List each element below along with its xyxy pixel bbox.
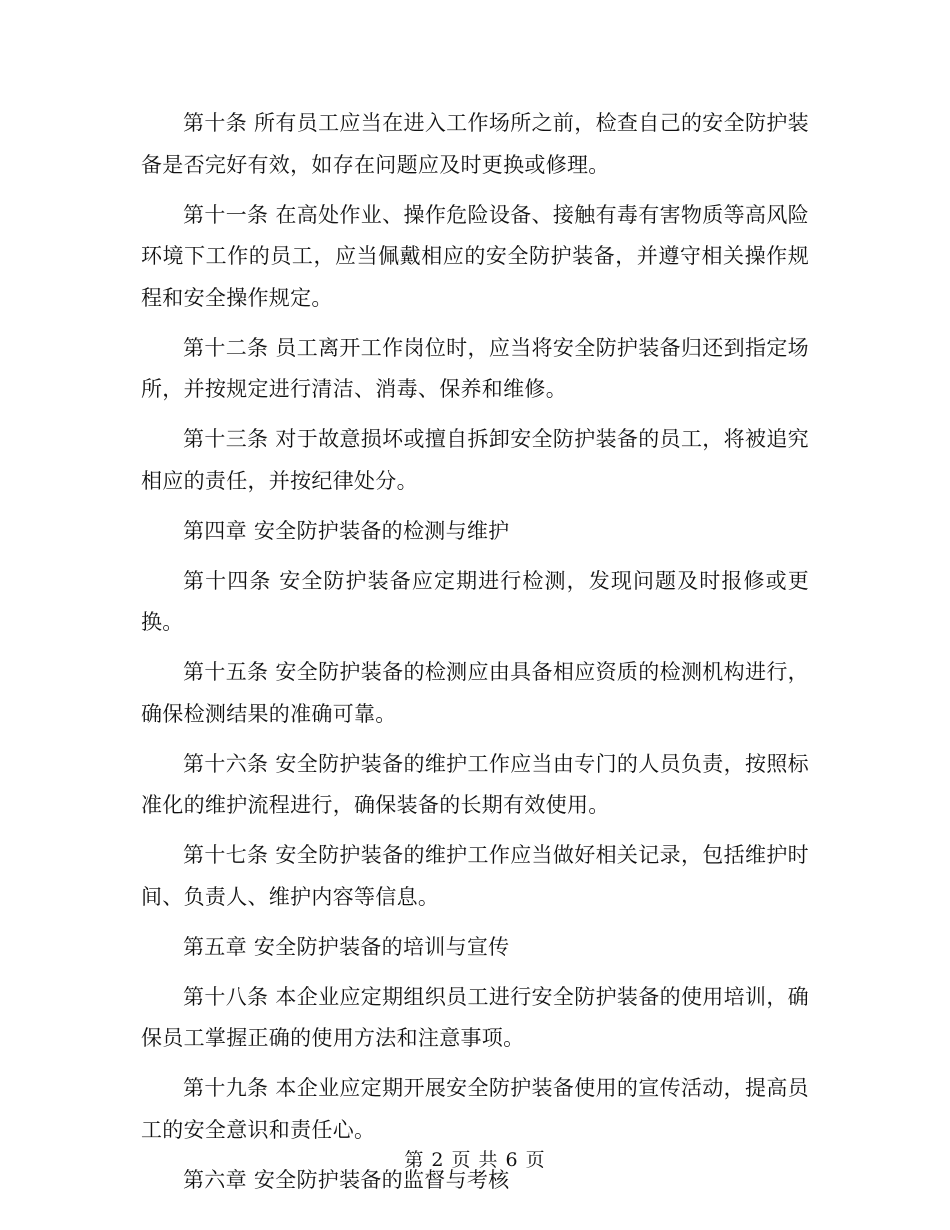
article-15: 第十五条 安全防护装备的检测应由具备相应资质的检测机构进行，确保检测结果的准确可靠。 [141,660,809,726]
chapter-4-heading: 第四章 安全防护装备的检测与维护 [183,518,510,543]
article-17: 第十七条 安全防护装备的维护工作应当做好相关记录，包括维护时间、负责人、维护内容等信息。 [141,843,809,909]
document-body [141,103,809,1210]
chapter-5-heading: 第五章 安全防护装备的培训与宣传 [183,934,510,959]
article-14: 第十四条 安全防护装备应定期进行检测，发现问题及时报修或更换。 [141,568,809,634]
article-18: 第十八条 本企业应定期组织员工进行安全防护装备的使用培训，确保员工掌握正确的使用方法和注意事项。 [141,984,809,1050]
article-19: 第十九条 本企业应定期开展安全防护装备使用的宣传活动，提高员工的安全意识和责任心。 [141,1076,809,1142]
page-number-footer: 第 2 页 共 6 页 [404,1149,546,1171]
article-12: 第十二条 员工离开工作岗位时，应当将安全防护装备归还到指定场所，并按规定进行清洁、消毒、保养和维修。 [141,335,809,401]
article-13: 第十三条 对于故意损坏或擅自拆卸安全防护装备的员工，将被追究相应的责任，并按纪律处分。 [141,427,809,493]
chapter-6-heading: 第六章 安全防护装备的监督与考核 [183,1167,510,1192]
article-16: 第十六条 安全防护装备的维护工作应当由专门的人员负责，按照标准化的维护流程进行，确保装备的长期有效使用。 [141,751,809,817]
article-11: 第十一条 在高处作业、操作危险设备、接触有毒有害物质等高风险环境下工作的员工，应当佩戴相应的安全防护装备，并遵守相关操作规程和安全操作规定。 [141,202,809,310]
article-10: 第十条 所有员工应当在进入工作场所之前，检查自己的安全防护装备是否完好有效，如存在问题应及时更换或修理。 [141,111,809,177]
